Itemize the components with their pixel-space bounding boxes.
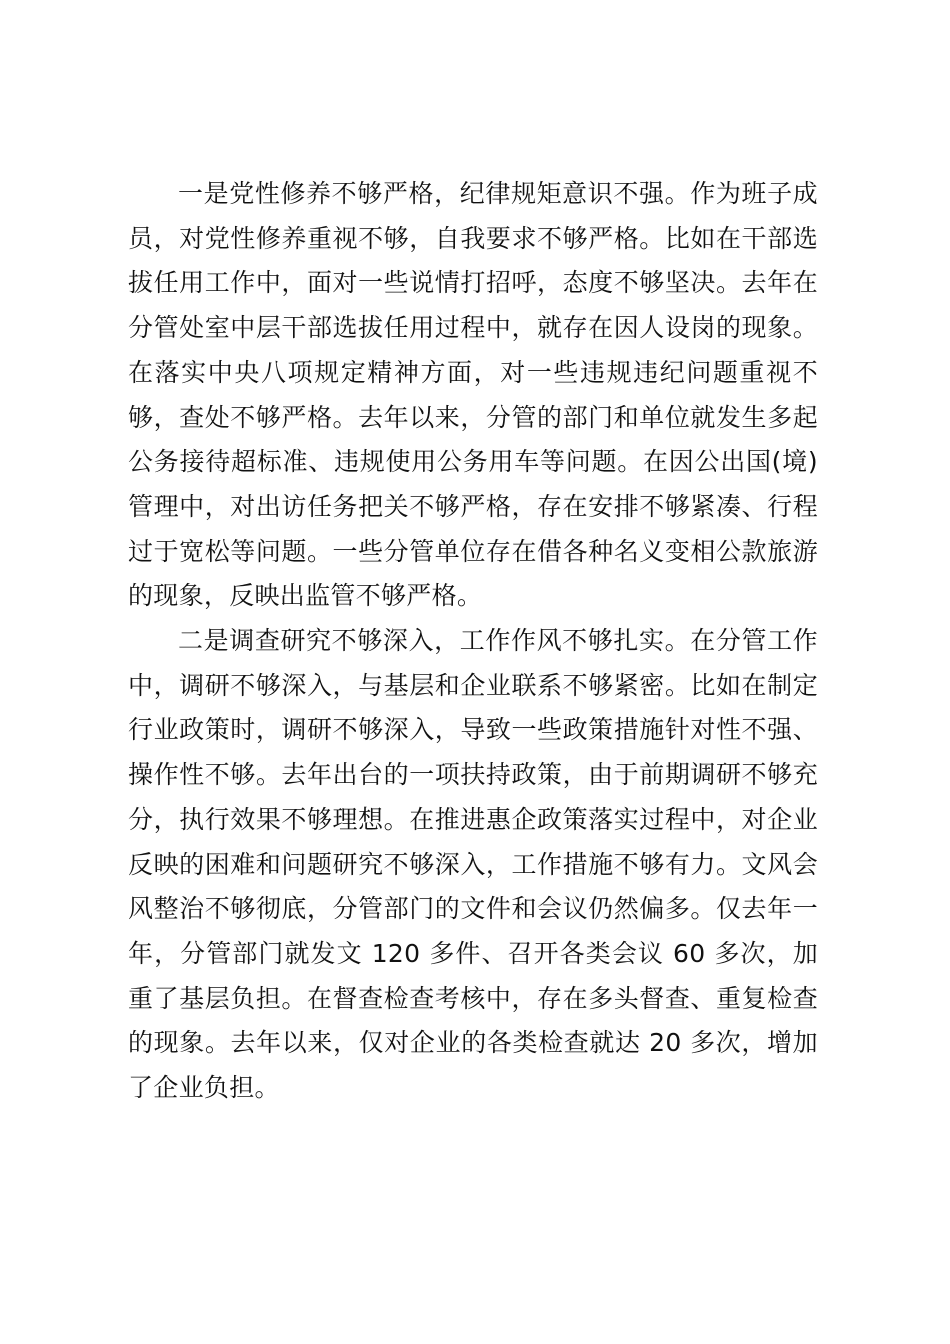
document-body [128,172,818,1111]
paragraph-research-work-style: 二是调查研究不够深入，工作作风不够扎实。在分管工作中，调研不够深入，与基层和企业联系不够紧密。比如在制定行业政策时，调研不够深入，导致一些政策措施针对性不强、操作性不够。去年出台的一项扶持政策，由于前期调研不够充分，执行效果不够理想。在推进惠企政策落实过程中，对企业反映的困难和问题研究不够深入，工作措施不够有力。文风会风整治不够彻底，分管部门的文件和会议仍然偏多。仅去年一年，分管部门就发文 120 多件、召开各类会议 60 多次，加重了基层负担。在督查检查考核中，存在多头督查、重复检查的现象。去年以来，仅对企业的各类检查就达 20 多次，增加了企业负担。 [128,626,818,1103]
paragraph-party-discipline: 一是党性修养不够严格，纪律规矩意识不强。作为班子成员，对党性修养重视不够，自我要求不够严格。比如在干部选拔任用工作中，面对一些说情打招呼，态度不够坚决。去年在分管处室中层干部选拔任用过程中，就存在因人设岗的现象。在落实中央八项规定精神方面，对一些违规违纪问题重视不够，查处不够严格。去年以来，分管的部门和单位就发生多起公务接待超标准、违规使用公务用车等问题。在因公出国(境)管理中，对出访任务把关不够严格，存在安排不够紧凑、行程过于宽松等问题。一些分管单位存在借各种名义变相公款旅游的现象，反映出监管不够严格。 [128,179,818,611]
